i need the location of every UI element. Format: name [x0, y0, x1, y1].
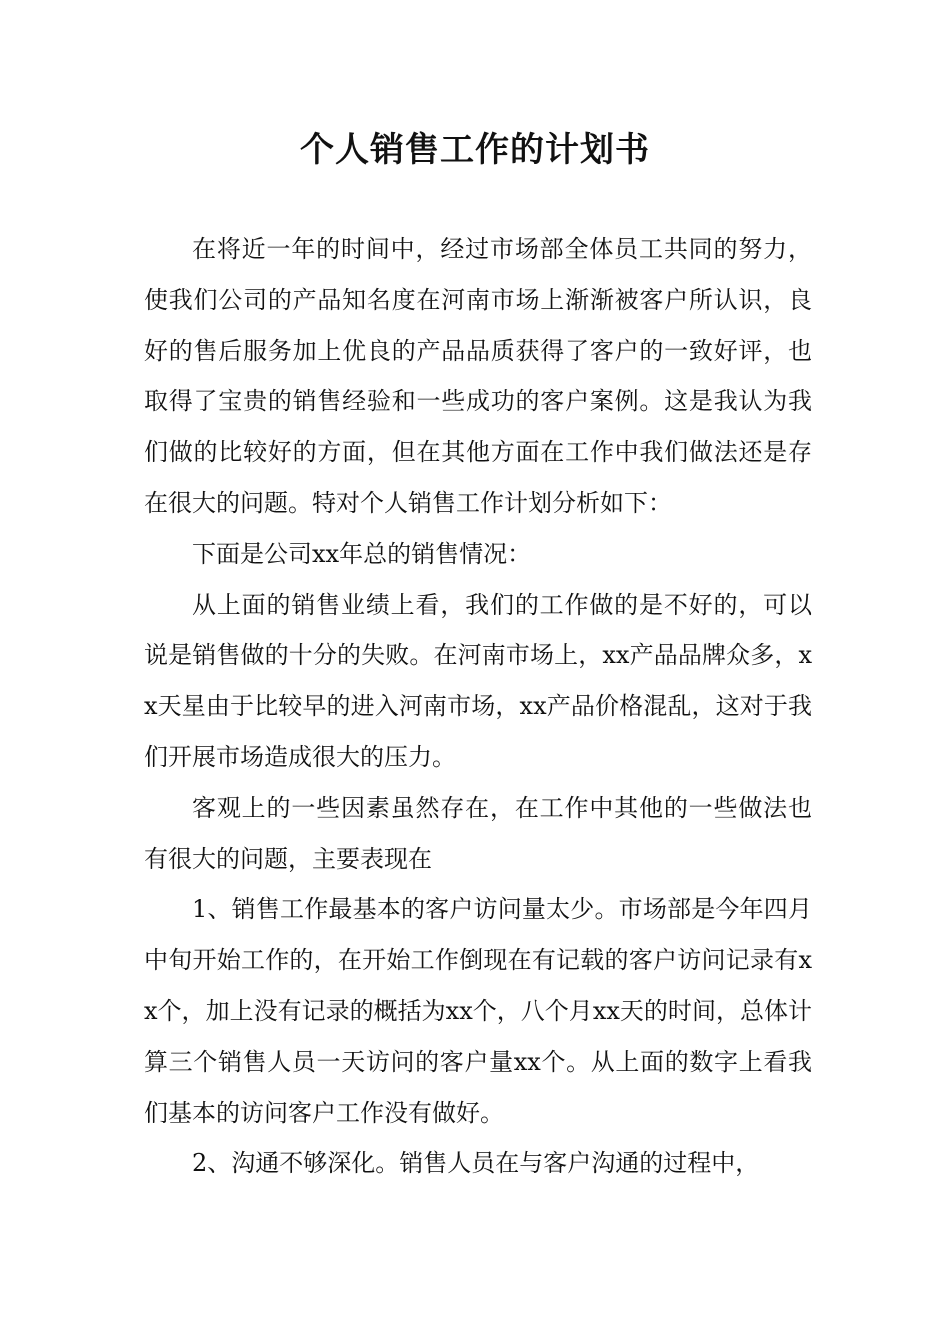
paragraph-sales-overview: 下面是公司xx年总的销售情况：: [192, 539, 532, 568]
paragraph-item-2: 2、沟通不够深化。销售人员在与客户沟通的过程中，: [192, 1149, 760, 1178]
document-title: 个人销售工作的计划书: [300, 130, 650, 170]
paragraph-performance: 从上面的销售业绩上看，我们的工作做的是不好的，可以说是销售做的十分的失败。在河南市场上，xx产品品牌众多，xx天星由于比较早的进入河南市场，xx产品价格混乱，这对于我们开展市场造成很大的压力。: [144, 590, 812, 771]
paragraph-problems: 客观上的一些因素虽然存在，在工作中其他的一些做法也有很大的问题，主要表现在: [144, 793, 812, 873]
paragraph-intro: 在将近一年的时间中，经过市场部全体员工共同的努力，使我们公司的产品知名度在河南市场上渐渐被客户所认识，良好的售后服务加上优良的产品品质获得了客户的一致好评，也取得了宝贵的销售经验和一些成功的客户案例。这是我认为我们做的比较好的方面，但在其他方面在工作中我们做法还是存在很大的问题。特对个人销售工作计划分析如下：: [144, 235, 812, 517]
paragraph-item-1: 1、销售工作最基本的客户访问量太少。市场部是今年四月中旬开始工作的，在开始工作倒现在有记载的客户访问记录有xx个，加上没有记录的概括为xx个，八个月xx天的时间，总体计算三个销售人员一天访问的客户量xx个。从上面的数字上看我们基本的访问客户工作没有做好。: [144, 895, 812, 1127]
document-body: [144, 224, 812, 1189]
